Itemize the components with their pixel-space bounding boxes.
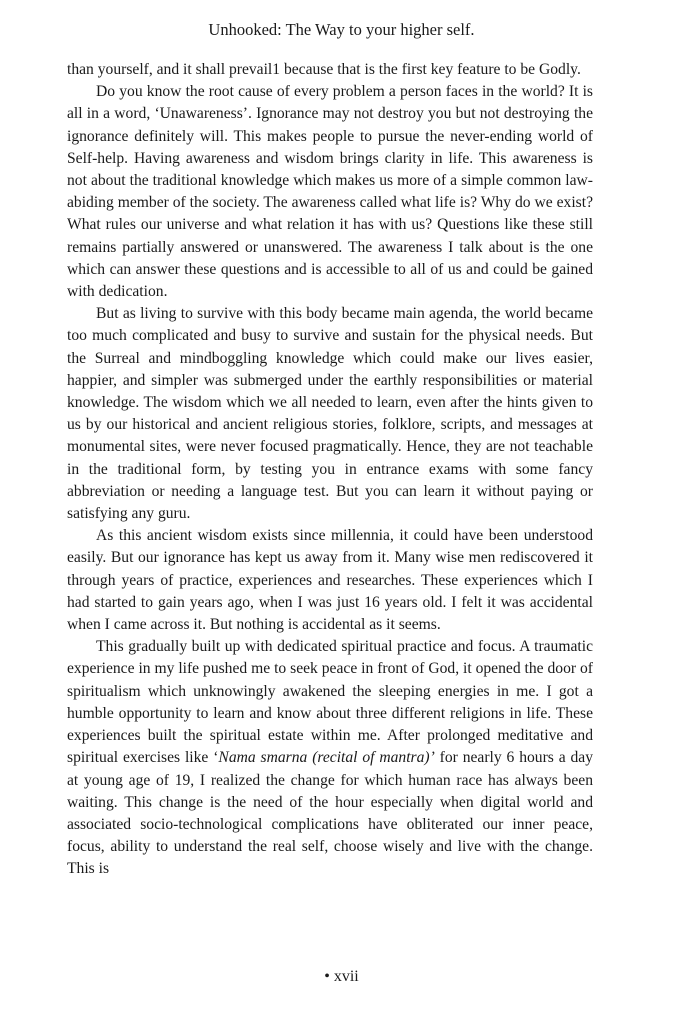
paragraph-continuation: than yourself, and it shall prevail1 because that is the first key feature to be Godly. — [67, 61, 581, 78]
running-header: Unhooked: The Way to your higher self. — [208, 20, 475, 39]
italic-term: Nama smarna (recital of mantra)’ — [218, 749, 435, 767]
paragraph-spiritual-practice — [67, 636, 593, 880]
page-number: • xvii — [324, 968, 359, 985]
paragraph-text-before: This gradually built up with dedicated spiritual practice and focus. A traumatic experience in my life pushed me to seek peace in front of God, it opened the door of spiritualism which unknowingly awakened the sleeping energies in me. I got a humble opportunity to learn and know about three different religions in life. These experiences built the spiritual estate within me. After prolonged meditative and spiritual exercises like ‘ — [67, 638, 593, 767]
paragraph-unawareness: Do you know the root cause of every problem a person faces in the world? It is all in a word, ‘Unawareness’. Ignorance may not destroy you but not destroying the ignorance definitely will. This makes people to pursue the never-ending world of Self-help. Having awareness and wisdom brings clarity in life. This awareness is not about the traditional knowledge which makes us more of a simple common law-abiding member of the society. The awareness called what life is? Why do we exist? What rules our universe and what relation it has with us? Questions like these still remains partially answered or unanswered. The awareness I talk about is the one which can answer these questions and is accessible to all of us and could be gained with dedication. — [67, 83, 593, 301]
paragraph-ancient-wisdom: As this ancient wisdom exists since millennia, it could have been understood easily. But our ignorance has kept us away from it. Many wise men rediscovered it through years of practice, experiences and researches. These experiences which I had started to gain years ago, when I was just 16 years old. I felt it was accidental when I came across it. But nothing is accidental as it seems. — [67, 527, 593, 634]
paragraph-survival: But as living to survive with this body became main agenda, the world became too much complicated and busy to survive and sustain for the physical needs. But the Surreal and mindboggling knowledge which could make our lives easier, happier, and simpler was submerged under the earthly responsibilities or material knowledge. The wisdom which we all needed to learn, even after the hints given to us by our historical and ancient religious stories, folklore, scripts, and messages at monumental sites, were never focused pragmatically. Hence, they are not teachable in the traditional form, by testing you in entrance exams with some fancy abbreviation or needing a language test. But you can learn it without paying or satisfying any guru. — [67, 305, 593, 523]
body-text — [67, 59, 593, 881]
paragraph-text-after: for nearly 6 hours a day at young age of 19, I realized the change for which human race has always been waiting. This change is the need of the hour especially when digital world and associated socio-technological complications have obliterated our inner peace, focus, ability to understand the real self, choose wisely and live with the change. This is — [67, 749, 594, 878]
